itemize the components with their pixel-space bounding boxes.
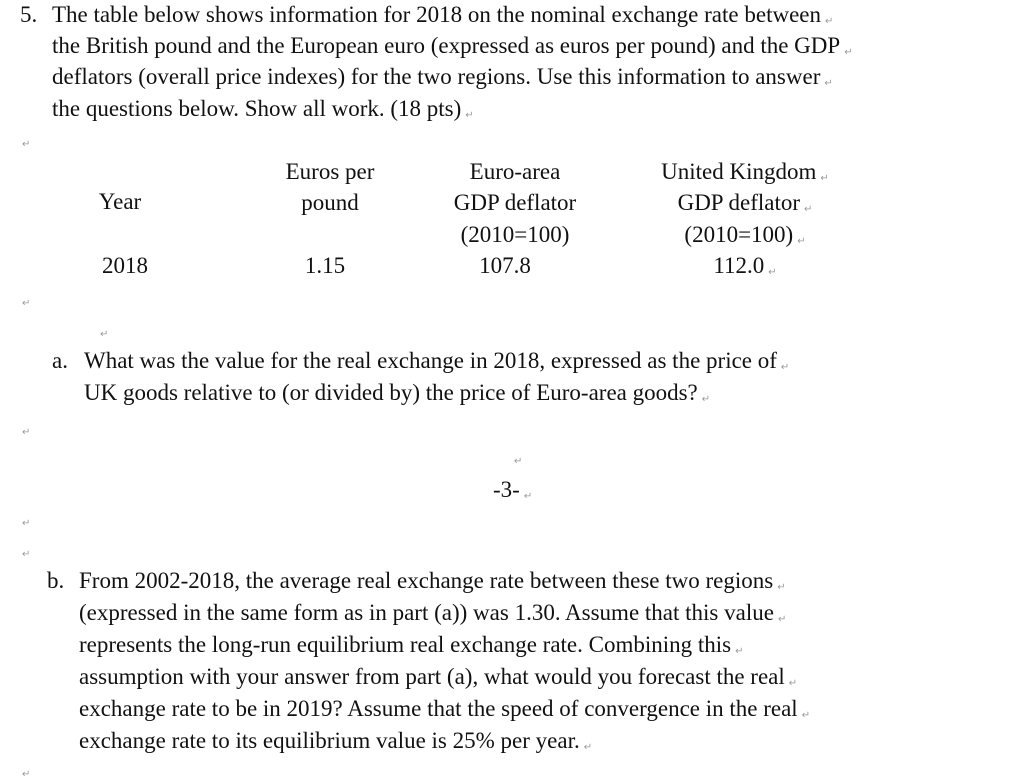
header-euro-area-line-3: (2010=100) <box>460 222 570 247</box>
header-uk-line-1: United Kingdom ↵ <box>661 159 829 184</box>
page-number: -3- ↵ <box>493 477 533 502</box>
question-line-3: deflators (overall price indexes) for the two regions. Use this information to answer ↵ <box>52 64 833 89</box>
part-b-line-1: From 2002-2018, the average real exchange rate between these two regions ↵ <box>79 568 786 593</box>
part-a-line-1: What was the value for the real exchange in 2018, expressed as the price of ↵ <box>84 348 790 373</box>
cell-uk-deflator: 112.0 ↵ <box>713 253 777 278</box>
header-uk-line-3: (2010=100) ↵ <box>684 222 806 247</box>
part-b-line-5: exchange rate to be in 2019? Assume that the speed of convergence in the real ↵ <box>79 696 811 721</box>
cell-year: 2018 <box>102 253 148 278</box>
question-line-4: the questions below. Show all work. (18 pts) ↵ <box>52 96 474 121</box>
part-b-line-3: represents the long-run equilibrium real exchange rate. Combining this ↵ <box>79 632 744 657</box>
header-uk-line-2: GDP deflator ↵ <box>677 190 813 215</box>
cell-euro-area-deflator: 107.8 <box>479 253 531 278</box>
header-euro-area-line-1: Euro-area <box>469 159 561 184</box>
paragraph-mark-icon: ↵ <box>22 139 31 150</box>
paragraph-mark-icon: ↵ <box>22 427 31 438</box>
part-b-line-2: (expressed in the same form as in part (a)) was 1.30. Assume that this value ↵ <box>79 600 787 625</box>
cell-euros-per-pound: 1.15 <box>304 253 346 278</box>
paragraph-mark-icon: ↵ <box>22 298 31 309</box>
header-euros-per-pound-line-1: Euros per <box>285 159 375 184</box>
question-line-2: the British pound and the European euro (expressed as euros per pound) and the GDP ↵ <box>52 33 853 58</box>
header-euros-per-pound-line-2: pound <box>301 190 359 215</box>
part-a-line-2: UK goods relative to (or divided by) the price of Euro-area goods? ↵ <box>84 380 711 405</box>
paragraph-mark-icon: ↵ <box>22 549 31 560</box>
header-year: Year <box>98 189 142 214</box>
question-number: 5. <box>20 2 38 27</box>
question-line-1: The table below shows information for 2018 on the nominal exchange rate between ↵ <box>52 2 834 27</box>
paragraph-mark-icon: ↵ <box>22 518 31 529</box>
part-b-label: b. <box>47 568 65 593</box>
part-b-line-6: exchange rate to its equilibrium value is 25% per year. ↵ <box>79 728 593 753</box>
part-b-line-4: assumption with your answer from part (a), what would you forecast the real ↵ <box>79 664 798 689</box>
paragraph-mark-icon: ↵ <box>514 456 523 467</box>
header-euro-area-line-2: GDP deflator <box>453 190 577 215</box>
paragraph-mark-icon: ↵ <box>100 329 109 340</box>
part-a-label: a. <box>52 348 68 373</box>
paragraph-mark-icon: ↵ <box>22 769 31 780</box>
